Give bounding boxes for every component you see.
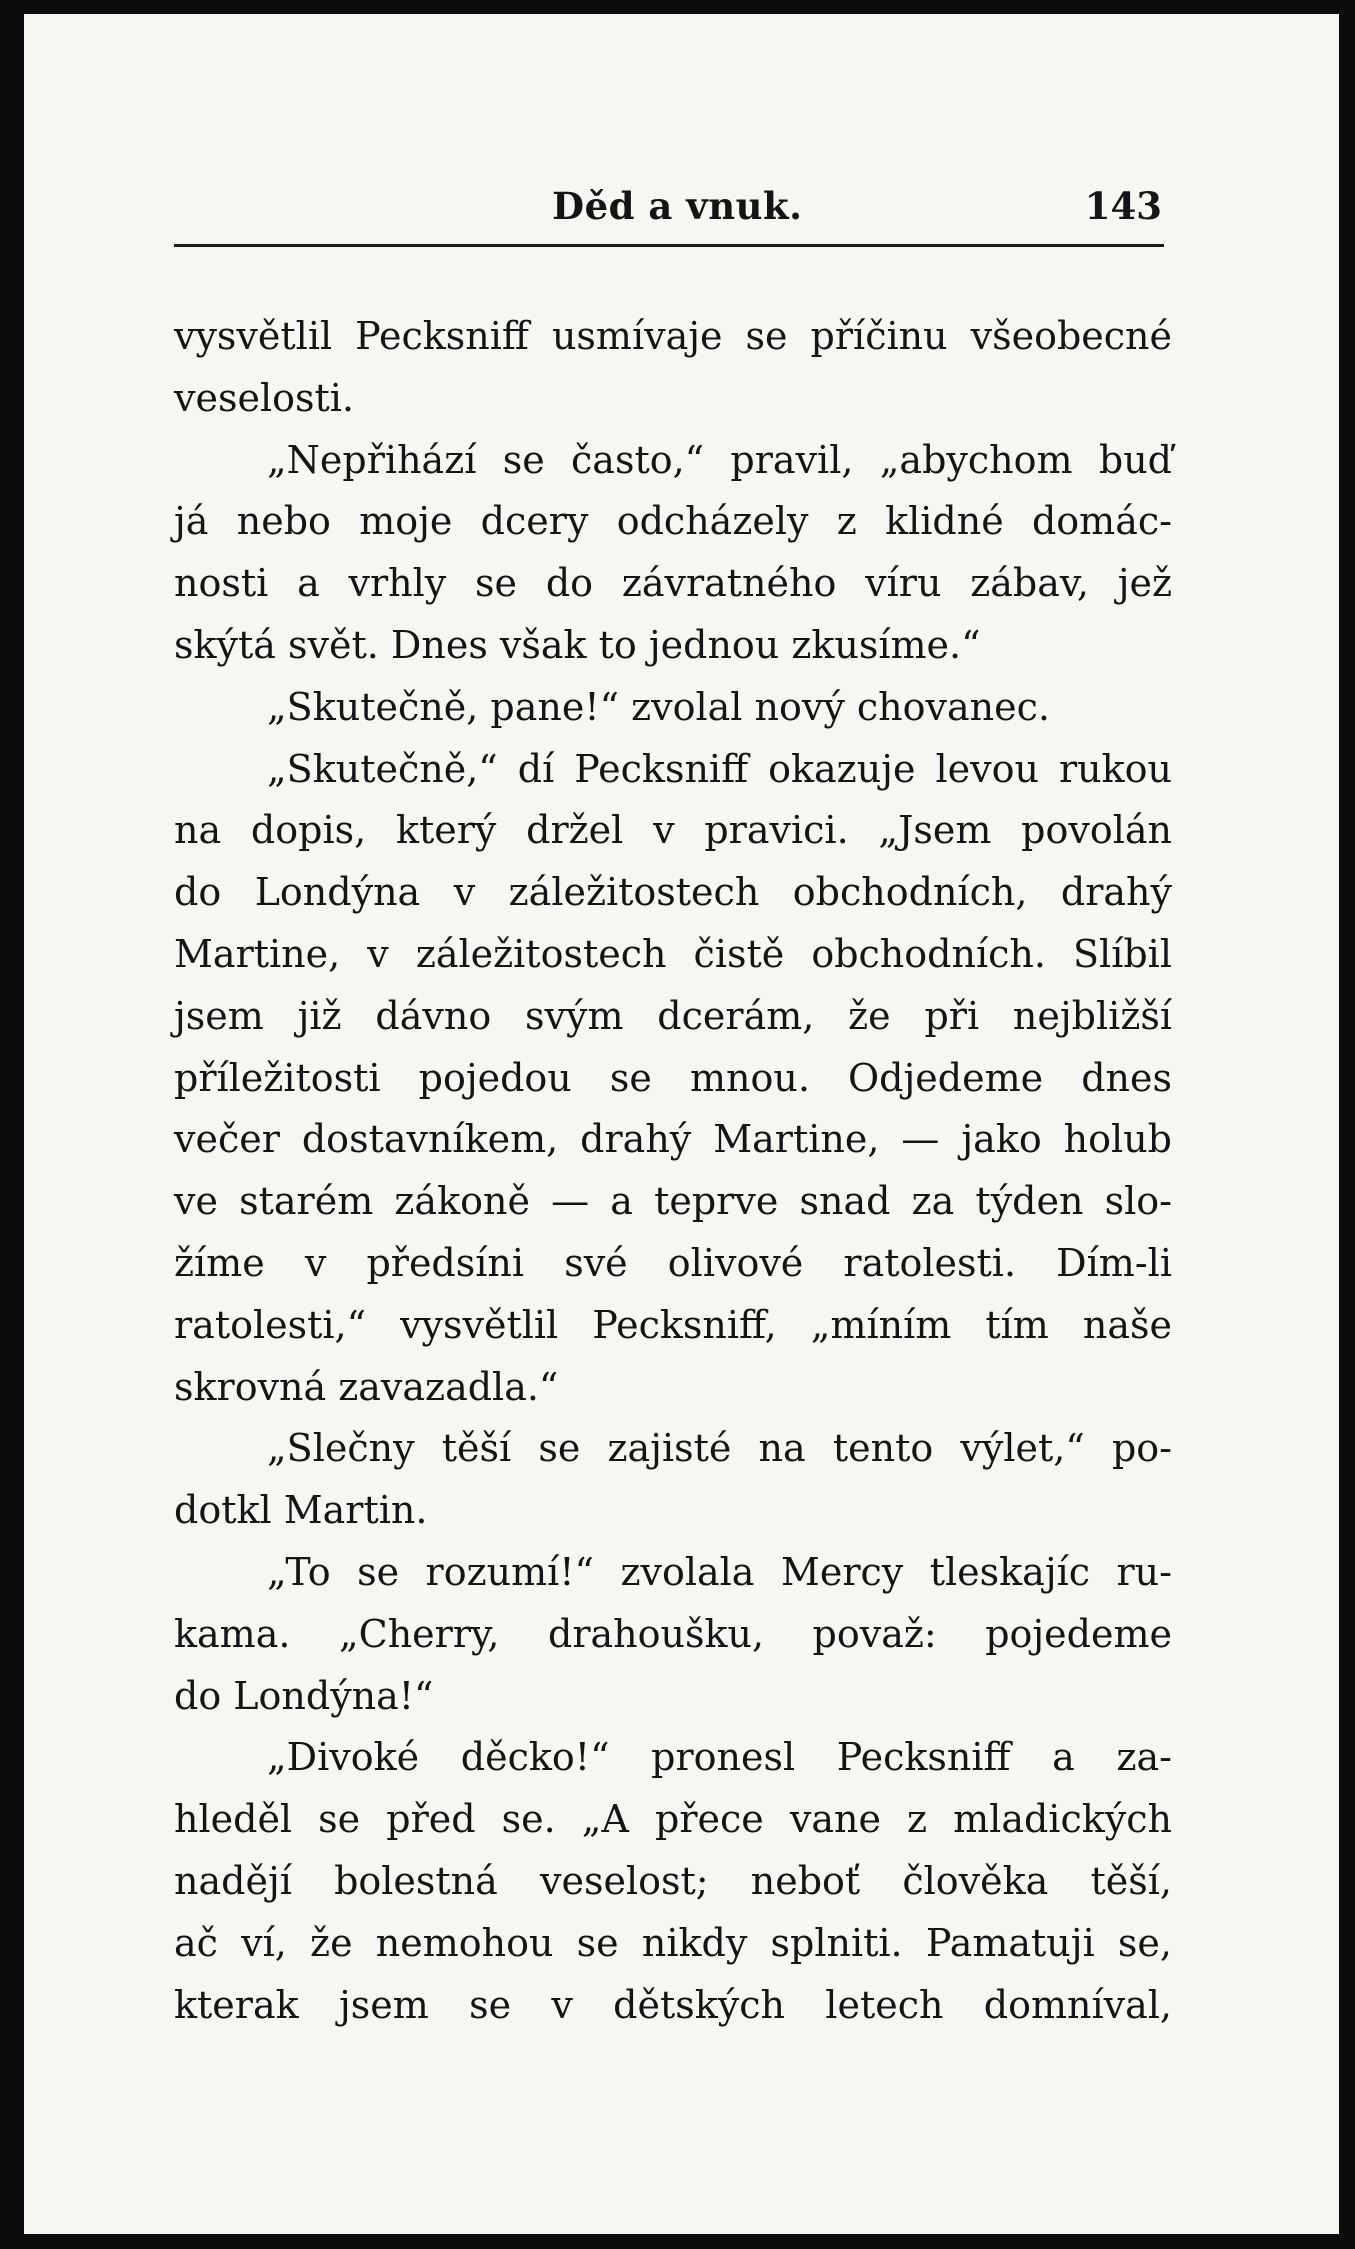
text-line: veselosti.: [174, 375, 354, 420]
text-line: žíme v předsíni své olivové ratolesti. Dím-li: [174, 1240, 1172, 1285]
body-text: [174, 306, 1172, 2036]
text-line: hleděl se před se. „A přece vane z mladických: [174, 1797, 1172, 1842]
text-line: ve starém zákoně — a teprve snad za týden slo-: [174, 1179, 1172, 1224]
text-line: do Londýna v záležitostech obchodních, drahý: [174, 870, 1172, 915]
text-line: ratolesti,“ vysvětlil Pecksniff, „míním tím naše: [174, 1302, 1172, 1347]
text-line: „Nepřihází se často,“ pravil, „abychom buď: [267, 437, 1172, 482]
text-line: „To se rozumí!“ zvolala Mercy tleskajíc ru-: [267, 1549, 1172, 1594]
page-header: [174, 164, 1164, 244]
running-title: Děd a vnuk.: [552, 184, 803, 228]
text-line: příležitosti pojedou se mnou. Odjedeme dnes: [174, 1055, 1172, 1100]
text-line: „Slečny těší se zajisté na tento výlet,“ po-: [267, 1426, 1172, 1471]
text-line: večer dostavníkem, drahý Martine, — jako holub: [174, 1117, 1172, 1162]
text-line: já nebo moje dcery odcházely z klidné domác-: [174, 499, 1172, 544]
book-page: [24, 14, 1339, 2234]
text-line: na dopis, který držel v pravici. „Jsem povolán: [174, 808, 1172, 853]
text-line: ač ví, že nemohou se nikdy splniti. Pamatuji se,: [174, 1920, 1172, 1965]
text-line: nadějí bolestná veselost; neboť člověka těší,: [174, 1858, 1172, 1903]
text-line: kama. „Cherry, drahoušku, považ: pojedeme: [174, 1611, 1172, 1656]
header-rule: [174, 244, 1164, 247]
text-line: jsem již dávno svým dcerám, že při nejbližší: [174, 993, 1172, 1038]
text-line: nosti a vrhly se do závratného víru zábav, jež: [174, 561, 1172, 606]
text-line: skýtá svět. Dnes však to jednou zkusíme.“: [174, 622, 981, 667]
text-line: do Londýna!“: [174, 1673, 434, 1718]
text-line: „Skutečně,“ dí Pecksniff okazuje levou rukou: [267, 746, 1172, 791]
page-number: 143: [1084, 184, 1162, 228]
text-line: vysvětlil Pecksniff usmívaje se příčinu všeobecné: [174, 314, 1172, 358]
text-line: „Skutečně, pane!“ zvolal nový chovanec.: [267, 684, 1050, 729]
text-line: Martine, v záležitostech čistě obchodních. Slíbil: [174, 931, 1172, 976]
text-line: kterak jsem se v dětských letech domníval,: [174, 1982, 1172, 2027]
text-line: skrovná zavazadla.“: [174, 1364, 559, 1409]
text-line: dotkl Martin.: [174, 1488, 428, 1533]
text-line: „Divoké děcko!“ pronesl Pecksniff a za-: [267, 1735, 1172, 1780]
